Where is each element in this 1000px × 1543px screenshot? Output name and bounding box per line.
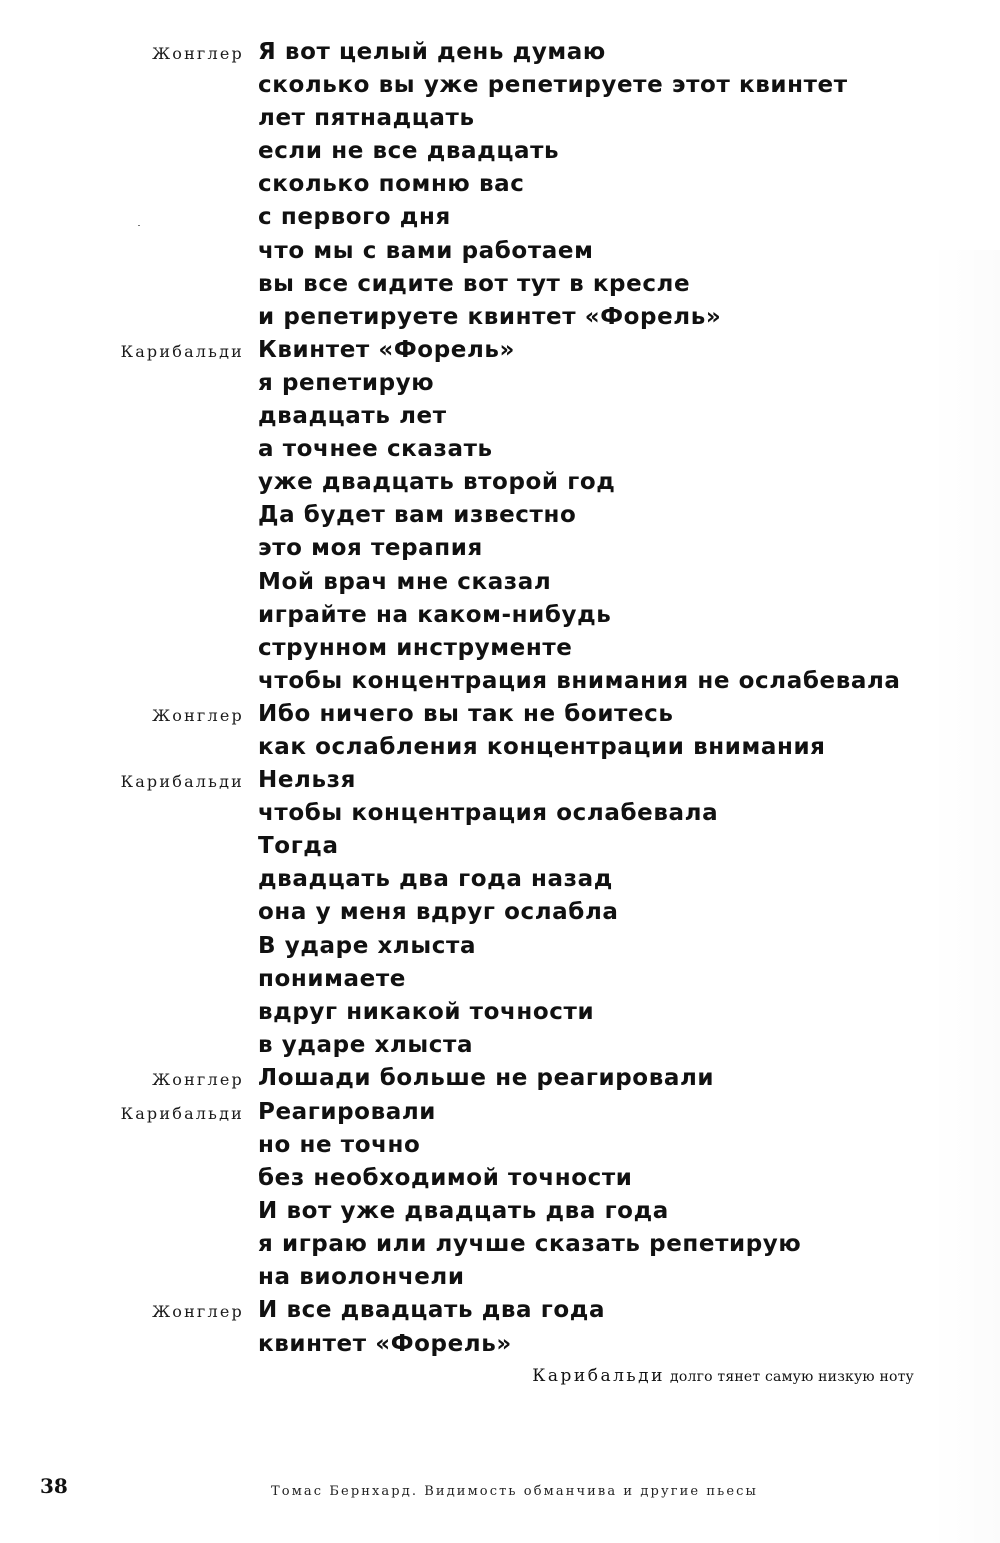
speaker-name: Жонглер: [152, 705, 244, 725]
speech-line: Мой врач мне сказал: [258, 568, 552, 595]
speech-block: [0, 698, 1000, 764]
speech-line: без необходимой точности: [258, 1165, 633, 1192]
speaker-name: Жонглер: [152, 1069, 244, 1089]
speech-line: Я вот целый день думаю: [258, 39, 606, 65]
speech-line: струнном инструменте: [258, 634, 573, 661]
speech-lines: [258, 1294, 1000, 1360]
speaker-name: Карибальди: [120, 772, 244, 792]
speaker-name: Жонглер: [152, 44, 244, 63]
speaker-name: Карибальди: [120, 1103, 244, 1123]
page-number: 38: [40, 1474, 68, 1498]
speech-lines: [258, 764, 1000, 1062]
speech-line: это моя терапия: [258, 535, 483, 562]
speech-block: [0, 1096, 1000, 1295]
speech-block: [0, 36, 1000, 334]
speech-line: если не все двадцать: [258, 138, 560, 165]
speech-line: а точнее сказать: [258, 436, 493, 463]
speech-line: в ударе хлыста: [258, 1031, 474, 1058]
speech-line: Тогда: [258, 833, 339, 860]
speech-line: и репетируете квинтет «Форель»: [258, 303, 722, 330]
speech-line: сколько вы уже репетируете этот квинтет: [258, 72, 848, 99]
speech-line: на виолончели: [258, 1264, 465, 1291]
speaker-name: Карибальди: [120, 341, 244, 361]
speech-line: уже двадцать второй год: [258, 469, 616, 496]
speech-line: И все двадцать два года: [258, 1297, 606, 1324]
speech-line: вдруг никакой точности: [258, 998, 595, 1025]
speech-line: квинтет «Форель»: [258, 1330, 512, 1357]
speech-line: двадцать лет: [258, 403, 447, 430]
speech-line: чтобы концентрация ослабевала: [258, 800, 719, 827]
speech-block: [0, 764, 1000, 1062]
speech-block: [0, 1062, 1000, 1096]
speech-line: я репетирую: [258, 369, 435, 396]
speech-line: я играю или лучше сказать репетирую: [258, 1231, 802, 1258]
speech-block: [0, 1294, 1000, 1360]
speech-line: сколько помню вас: [258, 171, 525, 198]
play-dialogue: [0, 36, 1000, 1361]
speech-line: Нельзя: [258, 767, 356, 794]
speech-line: с первого дня: [258, 204, 451, 231]
speech-line: Реагировали: [258, 1098, 437, 1125]
speech-line: И вот уже двадцать два года: [258, 1198, 669, 1225]
speech-line: Да будет вам известно: [258, 502, 577, 529]
speech-line: Ибо ничего вы так не боитесь: [258, 700, 674, 727]
speech-line: вы все сидите вот тут в кресле: [258, 270, 691, 297]
speech-line: как ослабления концентрации внимания: [258, 733, 826, 760]
speech-line: понимаете: [258, 965, 406, 992]
stage-direction: [532, 1366, 914, 1386]
speech-lines: [258, 698, 1000, 764]
speech-line: Лошади больше не реагировали: [258, 1064, 715, 1091]
speech-line: чтобы концентрация внимания не ослабевала: [258, 667, 901, 694]
speech-line: что мы с вами работаем: [258, 237, 594, 264]
speech-line: Квинтет «Форель»: [258, 336, 516, 363]
speech-block: [0, 334, 1000, 698]
speech-line: лет пятнадцать: [258, 105, 475, 132]
stage-direction-text: долго тянет самую низкую ноту: [670, 1369, 914, 1385]
speech-line: играйте на каком-нибудь: [258, 601, 612, 628]
speech-lines: [258, 334, 1000, 698]
speech-line: В ударе хлыста: [258, 932, 477, 959]
stage-direction-character: Карибальди: [532, 1366, 665, 1386]
speech-lines: [258, 1062, 1000, 1096]
speech-line: но не точно: [258, 1132, 421, 1158]
speech-line: двадцать два года назад: [258, 866, 613, 893]
speech-lines: [258, 1096, 1000, 1295]
running-title: Томас Бернхард. Видимость обманчива и другие пьесы: [271, 1484, 758, 1499]
speaker-name: Жонглер: [152, 1302, 244, 1322]
speech-line: она у меня вдруг ослабла: [258, 899, 619, 926]
speech-lines: [258, 36, 1000, 334]
